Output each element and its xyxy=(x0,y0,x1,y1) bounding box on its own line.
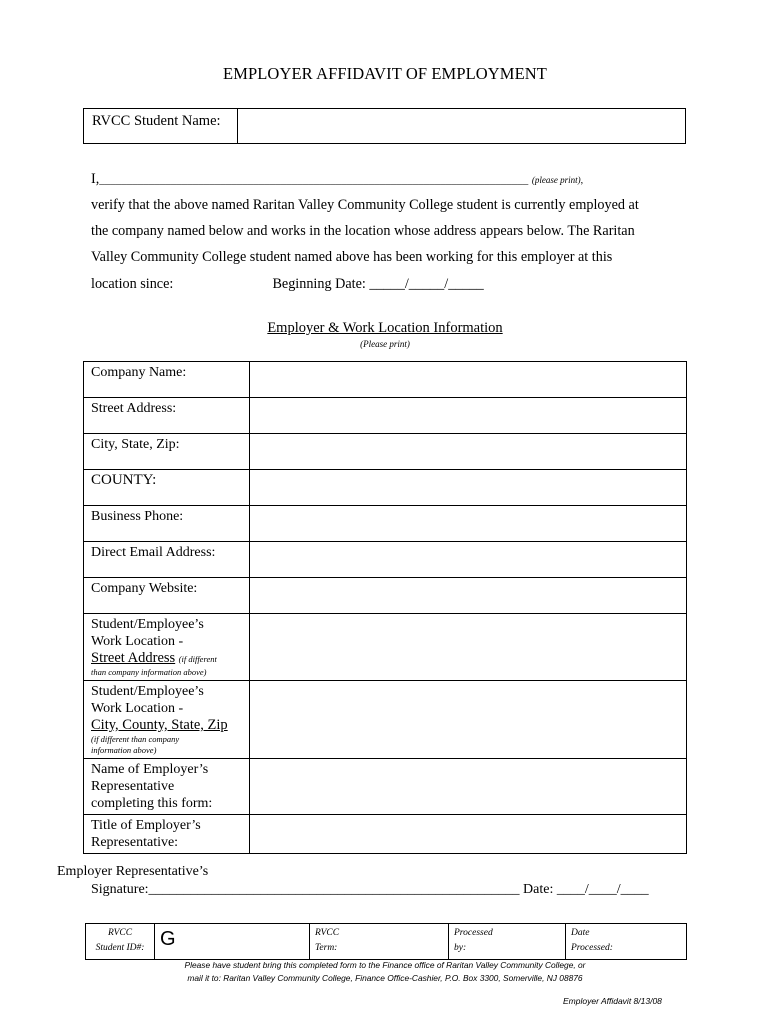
rep-name-line1: Name of Employer’s xyxy=(91,762,209,777)
rep-name-line3: completing this form: xyxy=(91,796,213,811)
student-name-field[interactable] xyxy=(240,111,683,141)
signature-label: Employer Representative’s xyxy=(57,864,209,879)
signature-date-line[interactable]: Signature:_____________________________________________________ Date: ____/____/____ xyxy=(91,882,649,897)
affidavit-comma: , xyxy=(580,175,584,186)
if-different-note: (if different than company xyxy=(91,734,180,744)
rep-title-label xyxy=(84,815,250,854)
affidavit-line-4: Valley Community College student named above has been working for this employer at this xyxy=(91,249,613,265)
table-row xyxy=(84,578,687,614)
rvcc-id-label xyxy=(86,924,155,960)
street-address-emphasis: Street Address xyxy=(91,650,176,666)
street-address-input[interactable] xyxy=(250,398,687,434)
business-phone-input[interactable] xyxy=(250,506,687,542)
affidavit-line-2: verify that the above named Raritan Valley Community College student is currently employed at xyxy=(91,197,639,213)
table-row xyxy=(84,362,687,398)
street-address-label: Street Address: xyxy=(84,398,250,434)
form-title: EMPLOYER AFFIDAVIT OF EMPLOYMENT xyxy=(223,64,547,83)
city-county-emphasis: City, County, State, Zip xyxy=(91,717,228,733)
table-row xyxy=(86,924,687,960)
rep-name-line2: Representative xyxy=(91,779,175,794)
section-heading: Employer & Work Location Information xyxy=(267,320,503,336)
table-row xyxy=(84,506,687,542)
term-line1: RVCC xyxy=(315,928,340,938)
table-row xyxy=(84,759,687,815)
business-phone-label: Business Phone: xyxy=(84,506,250,542)
student-id-input[interactable] xyxy=(155,924,310,960)
table-row xyxy=(84,614,687,681)
location-since-label: location since: xyxy=(91,276,174,292)
direct-email-label: Direct Email Address: xyxy=(84,542,250,578)
rep-title-line2: Representative: xyxy=(91,835,179,850)
table-row xyxy=(84,681,687,759)
processed-by-line2: by: xyxy=(454,943,467,953)
term-label xyxy=(310,924,449,960)
date-processed-label xyxy=(566,924,687,960)
if-different-note-cont: information above) xyxy=(91,745,157,755)
company-name-label: Company Name: xyxy=(84,362,250,398)
employer-info-table xyxy=(83,361,687,854)
section-subheading: (Please print) xyxy=(360,339,410,349)
table-row xyxy=(84,542,687,578)
county-input[interactable] xyxy=(250,470,687,506)
rep-name-label xyxy=(84,759,250,815)
form-version: Employer Affidavit 8/13/08 xyxy=(563,996,662,1006)
work-location-street-line1: Student/Employee’s xyxy=(91,617,204,632)
rvcc-id-line2: Student ID#: xyxy=(95,943,145,953)
county-label: COUNTY: xyxy=(84,470,250,506)
rvcc-id-line1: RVCC xyxy=(107,928,133,938)
table-row xyxy=(84,398,687,434)
student-name-divider xyxy=(237,109,238,143)
company-website-label: Company Website: xyxy=(84,578,250,614)
student-id-value: G xyxy=(160,928,176,950)
work-location-city-line2: Work Location - xyxy=(91,701,184,716)
student-name-box xyxy=(83,108,686,144)
beginning-date-field[interactable]: Beginning Date: _____/_____/_____ xyxy=(272,276,484,292)
if-different-note: (if different xyxy=(178,654,217,664)
processed-by-label xyxy=(449,924,566,960)
if-different-note-cont: than company information above) xyxy=(91,667,207,677)
company-name-input[interactable] xyxy=(250,362,687,398)
affidavit-line-1 xyxy=(91,166,583,195)
work-location-street-line3 xyxy=(91,650,242,667)
please-print-note: (please print) xyxy=(531,175,581,185)
affiant-name-blank[interactable]: ______________________________________________________________________________ xyxy=(99,174,529,186)
work-location-city-label xyxy=(84,681,250,759)
table-row xyxy=(84,434,687,470)
date-processed-line1: Date xyxy=(571,928,590,938)
term-line2: Term: xyxy=(315,943,338,953)
footnote-line2: mail it to: Raritan Valley Community College, Finance Office-Cashier, P.O. Box 3300, Somerville, NJ 08876 xyxy=(187,973,583,983)
company-website-input[interactable] xyxy=(250,578,687,614)
work-location-street-label xyxy=(84,614,250,681)
rep-title-input[interactable] xyxy=(250,815,687,854)
footnote-line1: Please have student bring this completed form to the Finance office of Raritan Valley Community College, or xyxy=(184,960,586,970)
student-name-label: RVCC Student Name: xyxy=(92,113,221,129)
work-location-street-line2: Work Location - xyxy=(91,634,184,649)
work-location-city-input[interactable] xyxy=(250,681,687,759)
date-processed-line2: Processed: xyxy=(571,943,613,953)
table-row xyxy=(84,470,687,506)
work-location-city-line1: Student/Employee’s xyxy=(91,684,204,699)
rep-title-line1: Title of Employer’s xyxy=(91,818,201,833)
affidavit-line-3: the company named below and works in the location whose address appears below. The Raritan xyxy=(91,223,635,239)
processed-by-line1: Processed xyxy=(454,928,493,938)
affidavit-line-5 xyxy=(91,271,484,298)
work-location-street-input[interactable] xyxy=(250,614,687,681)
office-use-table xyxy=(85,923,687,960)
table-row xyxy=(84,815,687,854)
direct-email-input[interactable] xyxy=(250,542,687,578)
city-state-zip-input[interactable] xyxy=(250,434,687,470)
affidavit-i-prefix: I, xyxy=(91,171,100,187)
rep-name-input[interactable] xyxy=(250,759,687,815)
city-state-zip-label: City, State, Zip: xyxy=(84,434,250,470)
